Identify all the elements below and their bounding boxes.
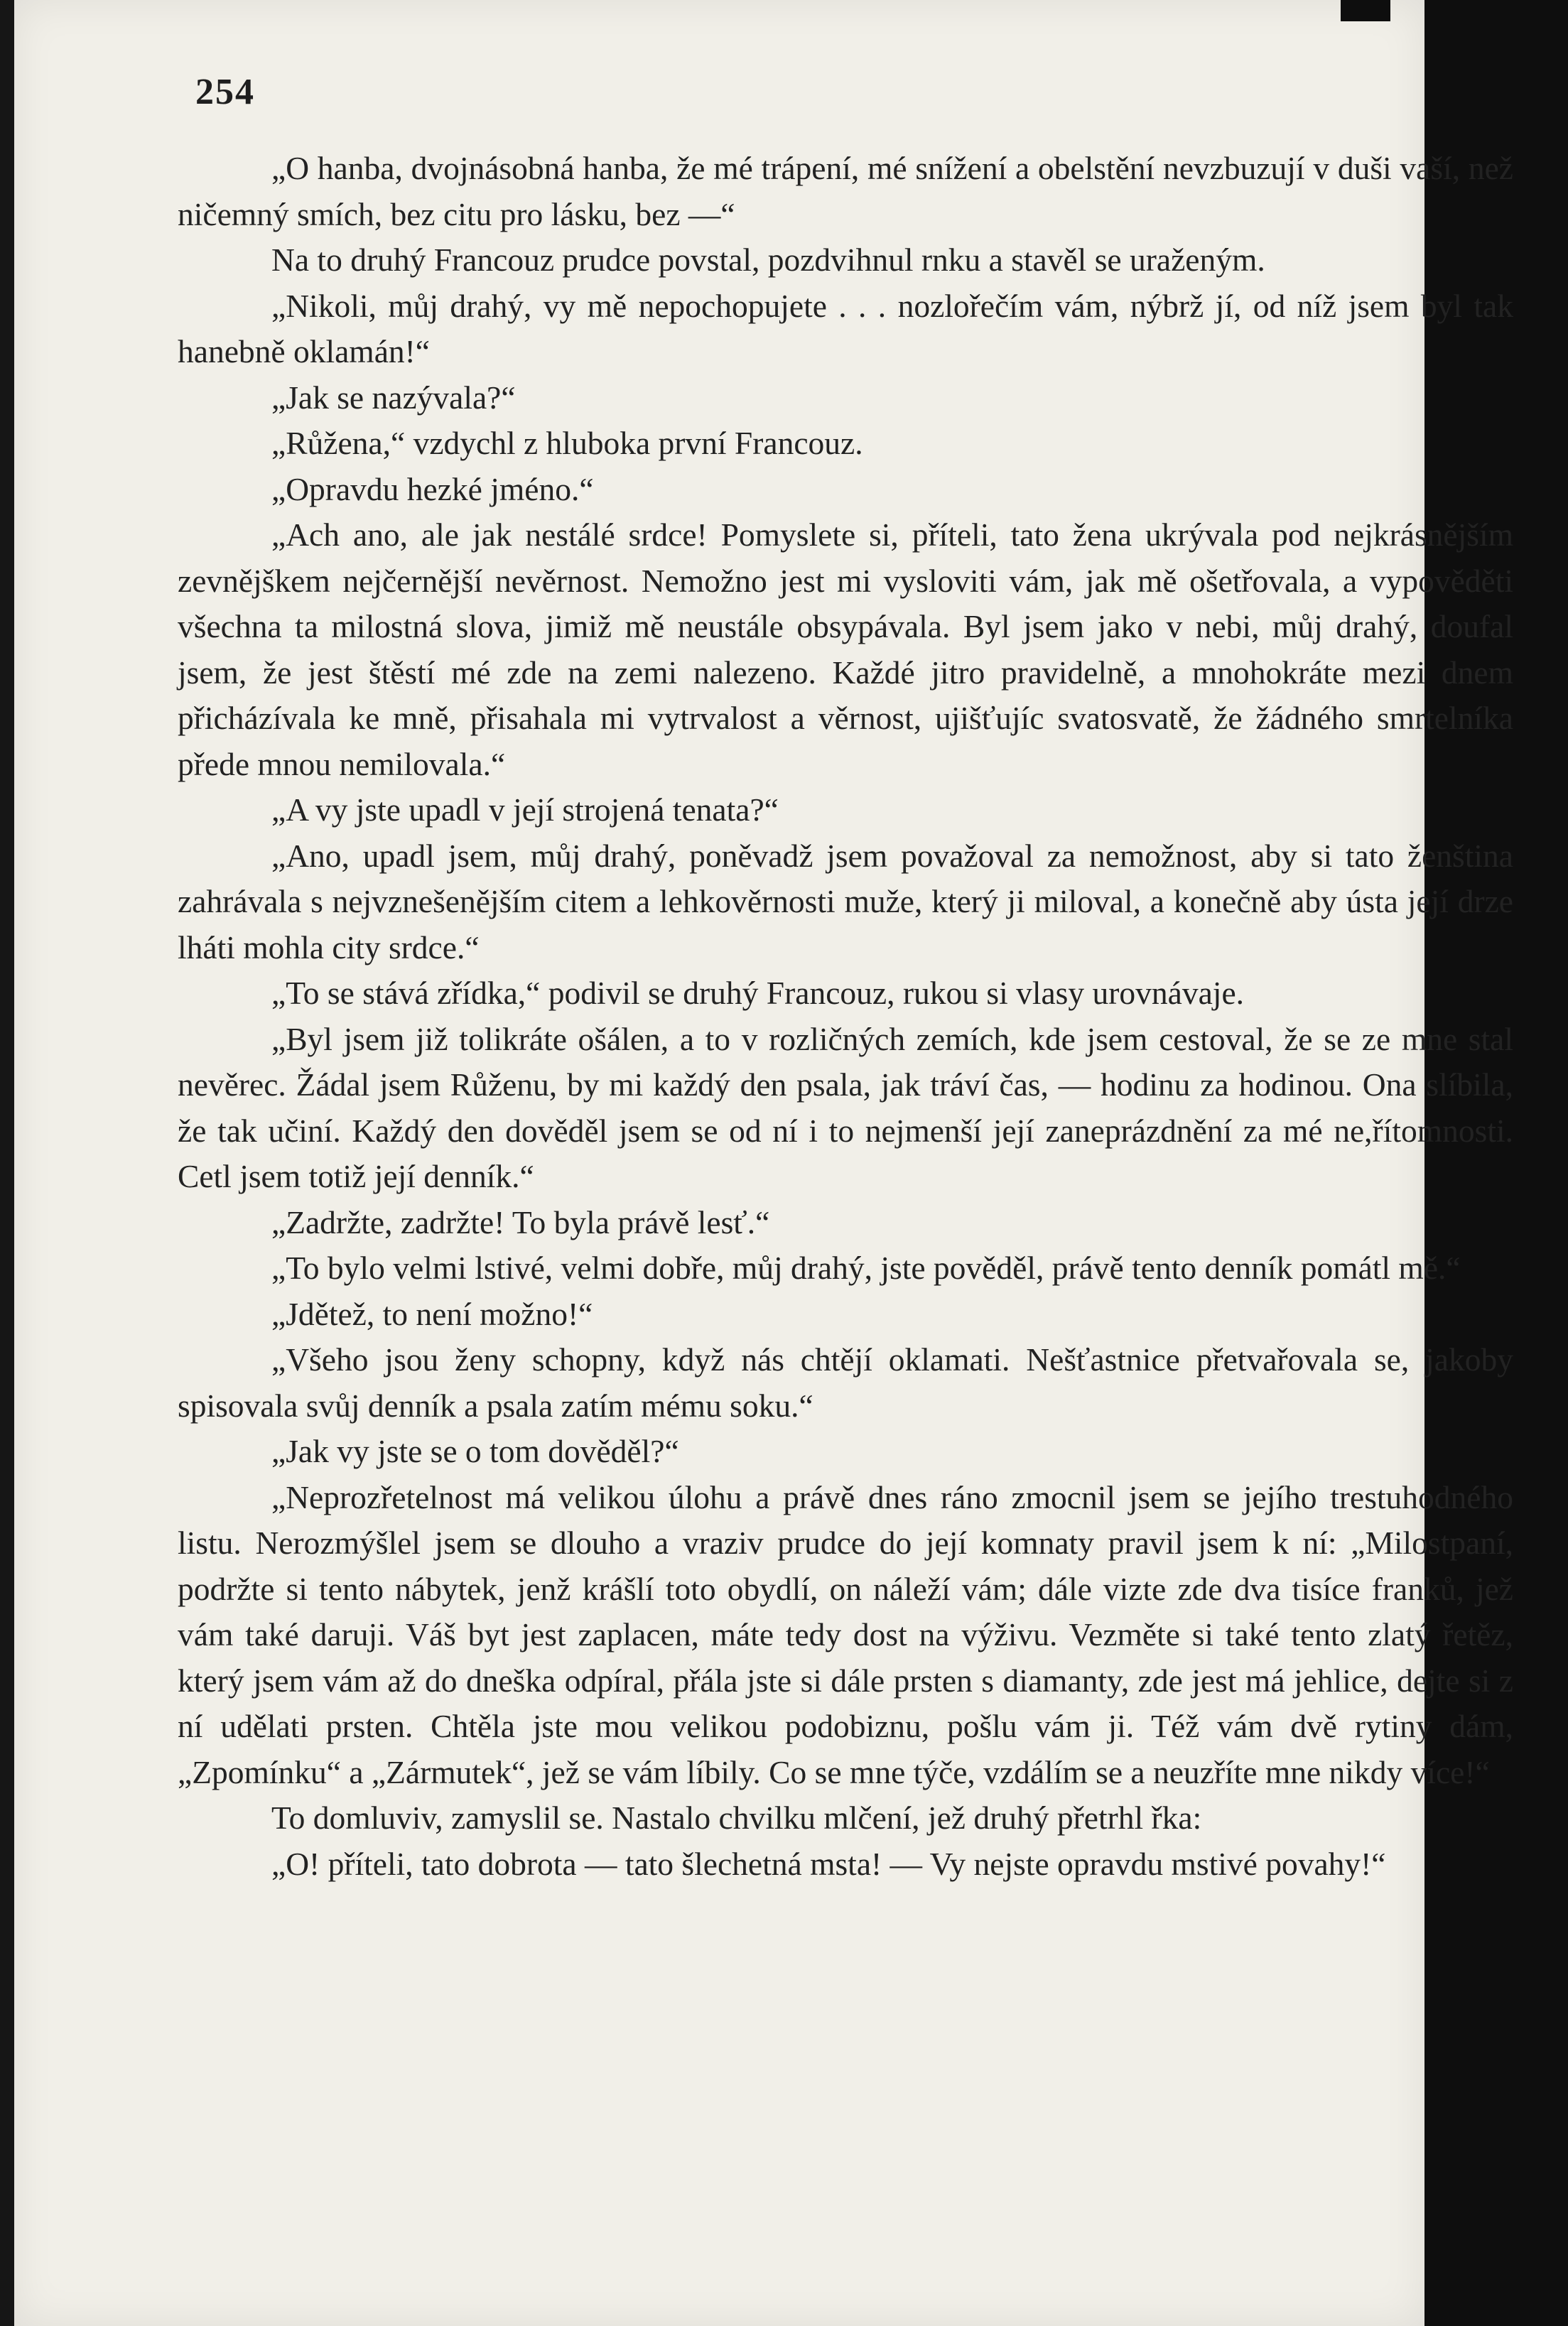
paragraph-8: „A vy jste upadl v její strojená tenata?“ [271, 791, 779, 828]
paragraph-11: „Byl jsem již tolikráte ošálen, a to v rozličných zemích, kde jsem cestoval, že se ze mne stal nevěrec. Žádal jsem Růženu, by mi každý den psala, jak tráví čas, — hodinu za hodinou. Ona slíbila, že tak učiní. Každý den dověděl jsem se od ní i to nejmenší její zaneprázdnění za mé ne,řítomnosti. Cetl jsem totiž její denník.“ [178, 1020, 1513, 1194]
paragraph-3: „Nikoli, můj drahý, vy mě nepochopujete . . . nozlořečím vám, nýbrž jí, od níž jsem byl tak hanebně oklamán!“ [178, 287, 1513, 369]
paragraph-5: „Růžena,“ vzdychl z hluboka první Francouz. [271, 425, 863, 461]
scan-corner-mark [1341, 0, 1390, 21]
paragraph-2: Na to druhý Francouz prudce povstal, pozdvihnul rnku a stavěl se uraženým. [271, 242, 1265, 278]
page-number: 254 [195, 72, 255, 112]
paragraph-13: „To bylo velmi lstivé, velmi dobře, můj drahý, jste pověděl, právě tento denník pomátl mě.“ [271, 1250, 1461, 1286]
page-body [178, 146, 1513, 1887]
paragraph-10: „To se stává zřídka,“ podivil se druhý Francouz, rukou si vlasy urovnávaje. [271, 975, 1245, 1011]
paragraph-17: „Neprozřetelnost má velikou úlohu a právě dnes ráno zmocnil jsem se jejího trestuhodného listu. Nerozmýšlel jsem se dlouho a vraziv prudce do její komnaty pravil jsem k ní: „Milostpaní, podržte si tento nábytek, jenž krášlí toto obydlí, on náleží vám; dále vizte zde dva tisíce franků, jež vám také daruji. Váš byt jest zaplacen, máte tedy dost na výživu. Vezměte si také tento zlatý řetěz, který jsem vám až do dneška odpíral, přála jste si dále prsten s diamanty, zde jest má jehlice, dejte si z ní udělati prsten. Chtěla jste mou velikou podobiznu, pošlu vám ji. Též vám dvě rytiny dám, „Zpomínku“ a „Zármutek“, jež se vám líbily. Co se mne týče, vzdálím se a neuzříte mne nikdy více!“ [178, 1478, 1513, 1790]
paragraph-9: „Ano, upadl jsem, můj drahý, poněvadž jsem považoval za nemožnost, aby si tato ženština zahrávala s nejvznešenějším citem a lehkověrnosti muže, který ji miloval, a konečně aby ústa její drze lháti mohla city srdce.“ [178, 837, 1513, 965]
paragraph-14: „Jdětež, to není možno!“ [271, 1295, 593, 1332]
paragraph-15: „Všeho jsou ženy schopny, když nás chtějí oklamati. Nešťastnice přetvařovala se, jakoby spisovala svůj denník a psala zatím mému soku.“ [178, 1341, 1513, 1424]
paragraph-18: To domluviv, zamyslil se. Nastalo chvilku mlčení, jež druhý přetrhl řka: [271, 1800, 1202, 1836]
paragraph-6: „Opravdu hezké jméno.“ [271, 470, 594, 507]
paragraph-12: „Zadržte, zadržte! To byla právě lesť.“ [271, 1203, 770, 1240]
paragraph-4: „Jak se nazývala?“ [271, 379, 516, 416]
paragraph-19: „O! příteli, tato dobrota — tato šlechetná msta! — Vy nejste opravdu mstivé povahy!“ [271, 1845, 1386, 1882]
paragraph-1: „O hanba, dvojnásobná hanba, že mé trápení, mé snížení a obelstění nevzbuzují v duši vaší, než ničemný smích, bez citu pro lásku, bez —“ [178, 150, 1513, 232]
paragraph-7: „Ach ano, ale jak nestálé srdce! Pomyslete si, příteli, tato žena ukrývala pod nejkrásnějším zevnějškem nejčernější nevěrnost. Nemožno jest mi vysloviti vám, jak mě ošetřovala, a vypověděti všechna ta milostná slova, jimiž mě neustále obsypávala. Byl jsem jako v nebi, můj drahý, doufal jsem, že jest štěstí mé zde na zemi nalezeno. Každé jitro pravidelně, a mnohokráte mezi dnem přicházívala ke mně, přisahala mi vytrvalost a věrnost, ujišťujíc svatosvatě, že žádného smrtelníka přede mnou nemilovala.“ [178, 516, 1513, 782]
paragraph-16: „Jak vy jste se o tom dověděl?“ [271, 1433, 679, 1469]
